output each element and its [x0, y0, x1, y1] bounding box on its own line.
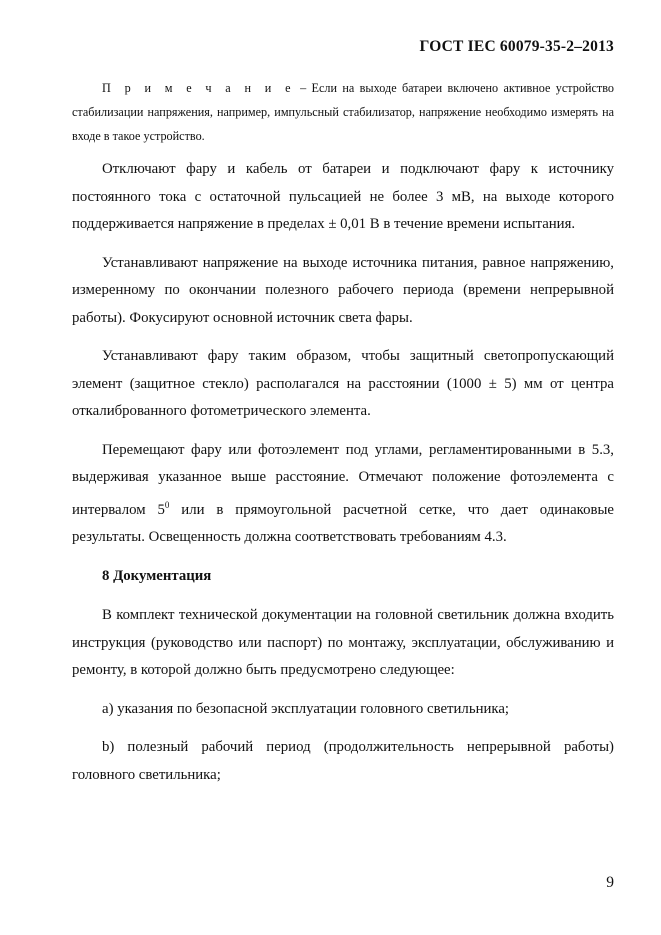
list-item-a: a) указания по безопасной эксплуатации головного светильника;: [102, 700, 510, 717]
paragraph-lamp-position: Устанавливают фару таким образом, чтобы защитный светопропускающий элемент (защитное стекло) располагался на расстоянии (1000 ± 5) мм от центра откалиброванного фотометрического элемента.: [72, 348, 614, 419]
degree-superscript: 0: [164, 499, 170, 510]
page-content: [72, 76, 614, 800]
angle-value: 5: [157, 501, 165, 518]
section-heading: 8 Документация: [102, 567, 212, 584]
paragraph-power-source: Отключают фару и кабель от батареи и подключают фару к источнику постоянного тока с остаточной пульсацией не более 3 мВ, на выходе которого поддерживается напряжение в пределах ± 0,01 В в течение времени испытания.: [72, 161, 614, 232]
measurement-text-end: или в прямоугольной расчетной сетке, что дает одинаковые результаты. Освещенность должна соответствовать требованиям 4.3.: [72, 501, 614, 545]
page-number: 9: [606, 874, 614, 891]
paragraph-voltage-setting: Устанавливают напряжение на выходе источника питания, равное напряжению, измеренному по окончании полезного рабочего периода (времени непрерывной работы). Фокусируют основной источник света фары.: [72, 254, 614, 326]
list-item-b: b) полезный рабочий период (продолжительность непрерывной работы) головного светильника;: [72, 739, 614, 783]
document-header: ГОСТ IEC 60079-35-2–2013: [419, 38, 614, 55]
paragraph-documentation: В комплект технической документации на головной светильник должна входить инструкция (руководство или паспорт) по монтажу, эксплуатации, обслуживанию и ремонту, в которой должно быть предусмотрено следующее:: [72, 607, 614, 678]
note-label: П р и м е ч а н и е: [102, 81, 295, 95]
note-text: – Если на выходе батареи включено активное устройство стабилизации напряжения, например, импульсный стабилизатор, напряжение необходимо измерять на входе в такое устройство.: [72, 81, 614, 143]
note-paragraph: [72, 76, 614, 148]
measurement-text-start: Перемещают фару или фотоэлемент под углами, регламентированными в 5.3, выдерживая указанное выше расстояние. Отмечают положение фотоэлемента с интервалом: [72, 441, 614, 518]
paragraph-measurement: [72, 437, 614, 552]
